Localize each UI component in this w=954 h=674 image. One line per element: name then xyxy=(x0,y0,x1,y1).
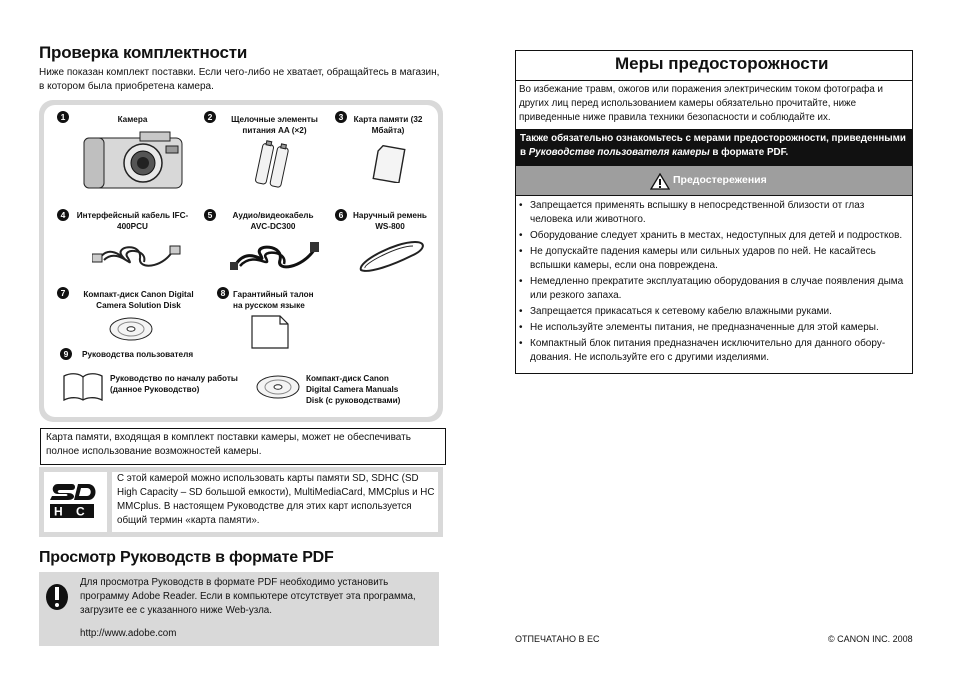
notice-text-a: Также обязательно ознакомьтесь с мерами предосторожности, приведенными в xyxy=(520,133,906,158)
item-strap-label: Наручный ремень WS-800 xyxy=(353,211,427,231)
av-cable-icon xyxy=(230,238,322,272)
item-2-number: 2 xyxy=(204,111,216,123)
usb-cable-icon xyxy=(92,238,182,272)
memory-card-icon xyxy=(372,145,406,183)
warning-item: • Немедленно прекратите эксплуатацию оборудования в случае появления дыма или резкого запаха. xyxy=(517,275,909,303)
warranty-card-icon xyxy=(250,314,290,350)
safety-title-bar xyxy=(516,51,912,81)
item-av-cable-label: Аудио/видеокабель AVC-DC300 xyxy=(232,211,314,231)
item-1-number: 1 xyxy=(57,111,69,123)
sdhc-logo-icon xyxy=(48,480,104,522)
manuals-disk-icon xyxy=(255,374,301,400)
contents-intro: Ниже показан комплект поставки. Если чего-либо не хватает, обращайтесь в магазин, в котором была приобретена камера. xyxy=(39,67,440,92)
card-note: Карта памяти, входящая в комплект поставки камеры, может не обеспечивать полное использование возможностей камеры. xyxy=(40,428,446,465)
item-3-number: 3 xyxy=(335,111,347,123)
item-warranty-label: Гарантийный талон на русском языке xyxy=(233,290,314,310)
caution-exclamation-icon xyxy=(44,582,70,612)
item-batteries-label: Щелочные элементы питания AA (×2) xyxy=(231,115,318,135)
item-8-number: 8 xyxy=(217,287,229,299)
adobe-url[interactable]: http://www.adobe.com xyxy=(80,628,177,639)
safety-intro: Во избежание травм, ожогов или поражения электрическим током фотографа и других лиц перед использованием камеры обязательно прочитайте, ниже приведенные ниже правила техники безопасности и соблюдайте их. xyxy=(519,84,883,123)
notice-text-c: в формате PDF. xyxy=(709,147,789,158)
item-solution-disk-label: Компакт-диск Canon Digital Camera Solution Disk xyxy=(83,290,194,310)
warning-item: • Запрещается применять вспышку в непосредственной близости от глаз человека или животного. xyxy=(517,199,909,227)
svg-text:H: H xyxy=(54,504,63,519)
item-5-number: 5 xyxy=(204,209,216,221)
guide-book-icon xyxy=(62,370,104,402)
notice-text-b: Руководстве пользователя камеры xyxy=(528,147,710,158)
item-card-label: Карта памяти (32 Мбайта) xyxy=(353,115,423,135)
item-camera-label: Камера xyxy=(117,115,148,124)
item-7-number: 7 xyxy=(57,287,69,299)
warning-item: • Компактный блок питания предназначен исключительно для данного оборудования. Не используйте его с другими изделиями. xyxy=(517,337,909,365)
cd-disk-icon xyxy=(108,316,154,342)
manuals-disk-label: Компакт-диск Canon Digital Camera Manuals Disk (с руководствами) xyxy=(306,374,401,405)
warning-item: • Запрещается прикасаться к сетевому кабелю влажными руками. xyxy=(517,305,909,319)
svg-text:C: C xyxy=(76,504,85,519)
item-4-number: 4 xyxy=(57,209,69,221)
camera-icon xyxy=(80,130,186,192)
copyright: © CANON INC. 2008 xyxy=(828,634,913,644)
item-interface-cable-label: Интерфейсный кабель IFC-400PCU xyxy=(76,211,189,231)
item-9-number: 9 xyxy=(60,348,72,360)
item-6-number: 6 xyxy=(335,209,347,221)
battery-icon xyxy=(255,140,295,190)
guide-label: Руководство по началу работы (данное Руководство) xyxy=(110,374,238,394)
item-manuals-label: Руководства пользователя xyxy=(82,350,194,359)
warning-label: Предостережения xyxy=(673,174,767,186)
warning-list xyxy=(517,199,909,367)
pdf-text: Для просмотра Руководств в формате PDF необходимо установить программу Adobe Reader. Если в компьютере отсутствует эта программа, загрузите ее с указанного ниже Web-узла. xyxy=(80,577,416,616)
warning-triangle-icon xyxy=(650,173,670,190)
printed-in: ОТПЕЧАТАНО В ЕС xyxy=(515,634,600,644)
warning-item: • Оборудование следует хранить в местах, недоступных для детей и подростков. xyxy=(517,229,909,243)
warning-item: • Не допускайте падения камеры или сильных ударов по ней. Не касайтесь вспышки камеры, если она повреждена. xyxy=(517,245,909,273)
wrist-strap-icon xyxy=(355,236,429,276)
safety-title: Меры предосторожности xyxy=(615,54,829,73)
sd-text: С этой камерой можно использовать карты памяти SD, SDHC (SD High Capacity – SD большой емкости), MultiMediaCard, MMCplus и HC MMCplus. В настоящем Руководстве для этих карт используется общий термин «карта памяти». xyxy=(117,473,435,526)
warning-band xyxy=(516,166,912,196)
contents-title: Проверка комплектности xyxy=(39,43,248,62)
pdf-title: Просмотр Руководств в формате PDF xyxy=(39,549,334,566)
warning-item: • Не используйте элементы питания, не предназначенные для этой камеры. xyxy=(517,321,909,335)
safety-notice xyxy=(516,129,912,166)
